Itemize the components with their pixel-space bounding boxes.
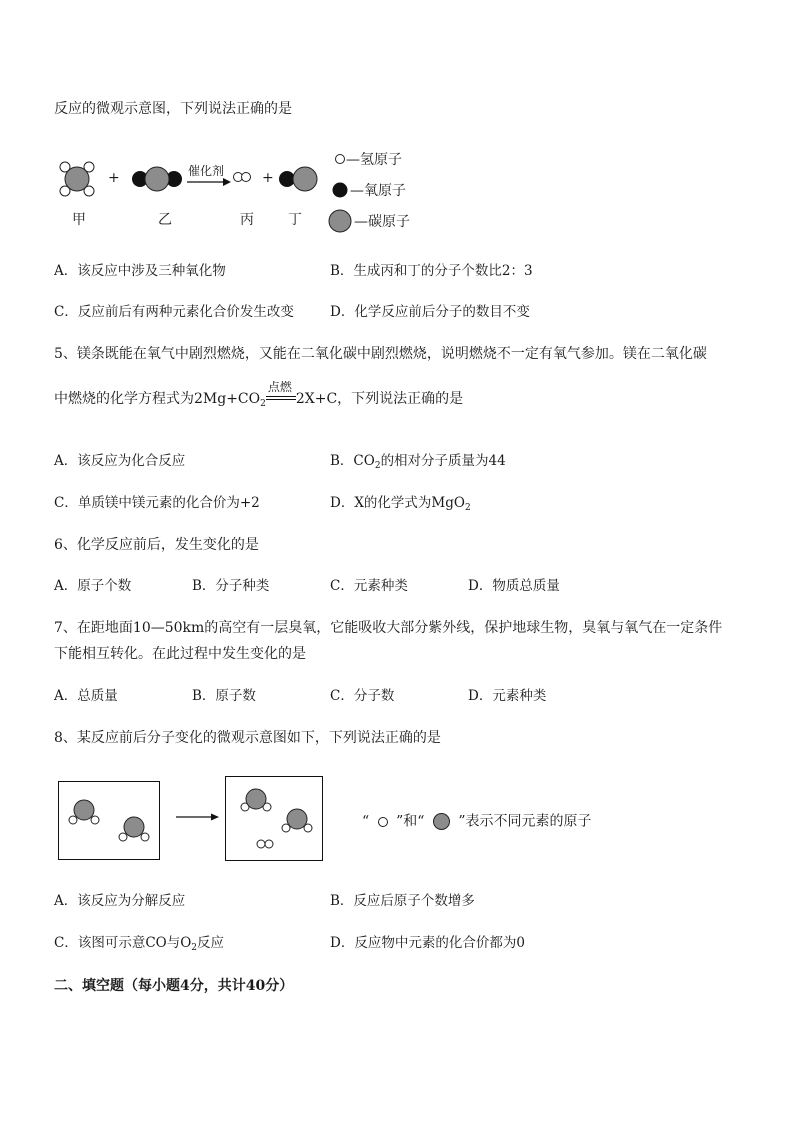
- q5-option-d: [330, 494, 471, 514]
- equals-line-top: [266, 396, 296, 397]
- equals-line-bottom: [266, 399, 296, 400]
- molecule-bing: [234, 173, 251, 182]
- q6-option-a: A．原子个数: [54, 578, 132, 594]
- q8-option-b: B．反应后原子个数增多: [330, 893, 475, 909]
- q4-option-d: D．化学反应前后分子的数目不变: [330, 304, 530, 320]
- q5-equation-arrow: [266, 380, 296, 408]
- q5-equation-sub: 2: [260, 399, 266, 409]
- q8-reaction-arrow: [176, 814, 219, 821]
- q4-option-a: A．该反应中涉及三种氧化物: [54, 263, 226, 279]
- q4-option-c: C．反应前后有两种元素化合价发生改变: [54, 304, 294, 320]
- label-bing: 丙: [240, 212, 254, 228]
- legend-carbon-text: —碳原子: [354, 214, 410, 230]
- q5-option-d-sub: 2: [464, 503, 471, 513]
- label-yi: 乙: [158, 212, 172, 228]
- q4-stem: 反应的微观示意图，下列说法正确的是: [54, 101, 292, 117]
- q7-option-d: D．元素种类: [468, 688, 547, 704]
- q5-option-c: C．单质镁中镁元素的化合价为+2: [54, 495, 260, 511]
- q8-legend-quote-open: “: [362, 813, 370, 830]
- q5-stem-line1: 5、镁条既能在氧气中剧烈燃烧，又能在二氧化碳中剧烈燃烧，说明燃烧不一定有氧气参加。镁在二氧化碳: [54, 346, 707, 362]
- q8-option-c-text: C．该图可示意CO与O: [54, 935, 192, 951]
- legend-oxygen-atom: [333, 183, 348, 198]
- q8-option-d: D．反应物中元素的化合价都为0: [330, 935, 525, 951]
- q5-option-b-sub: 2: [374, 461, 381, 471]
- section-2-title: 二、填空题（每小题4分，共计40分）: [54, 978, 294, 994]
- reaction-arrow: [187, 178, 231, 186]
- q8-reaction-diagram: [58, 776, 358, 866]
- molecule-jia: [60, 162, 94, 196]
- molecule-ding: [279, 167, 317, 191]
- q8-option-c-sub: 2: [191, 943, 198, 953]
- q5-stem-line2: [54, 380, 464, 410]
- q5-option-b-text: B．CO: [330, 453, 375, 469]
- q8-legend: [362, 813, 591, 830]
- q7-stem-line1: 7、在距地面10—50km的高空有一层臭氧，它能吸收大部分紫外线，保护地球生物，臭氧与氧气在一定条件: [54, 620, 723, 636]
- q8-option-c-rest: 反应: [197, 935, 225, 951]
- q5-option-a: A．该反应为化合反应: [54, 453, 186, 469]
- gray-atom-icon: [433, 813, 450, 830]
- q6-option-c: C．元素种类: [330, 578, 408, 594]
- plus-sign-2: +: [262, 170, 274, 186]
- plus-sign-1: +: [108, 170, 120, 186]
- q8-legend-text: ”表示不同元素的原子: [458, 813, 592, 830]
- q6-option-d: D．物质总质量: [468, 578, 560, 594]
- legend-hydrogen-atom: [336, 155, 345, 164]
- q7-stem-line2: 下能相互转化。在此过程中发生变化的是: [54, 646, 306, 662]
- q7-option-c: C．分子数: [330, 688, 395, 704]
- q5-condition: 点燃: [267, 380, 292, 394]
- q8-option-a: A．该反应为分解反应: [54, 893, 186, 909]
- q7-option-a: A．总质量: [54, 688, 118, 704]
- q8-stem: 8、某反应前后分子变化的微观示意图如下，下列说法正确的是: [54, 730, 441, 746]
- q7-option-b: B．原子数: [192, 688, 256, 704]
- label-jia: 甲: [72, 212, 86, 228]
- q8-option-c: [54, 934, 224, 954]
- legend-oxygen-text: —氧原子: [350, 183, 406, 199]
- molecule-yi: [132, 167, 182, 191]
- catalyst-label: 催化剂: [188, 164, 225, 178]
- q5-equation-left: 中燃烧的化学方程式为2Mg+CO: [54, 391, 261, 407]
- q5-equation-right: 2X+C，下列说法正确的是: [295, 391, 464, 407]
- after-box: [226, 777, 323, 861]
- legend-hydrogen-text: —氢原子: [346, 152, 402, 168]
- q8-legend-and: ”和“: [396, 813, 425, 830]
- q5-option-d-text: D．X的化学式为MgO: [330, 495, 465, 511]
- label-ding: 丁: [288, 212, 302, 228]
- q5-option-b: [330, 452, 506, 472]
- q6-option-b: B．分子种类: [192, 578, 270, 594]
- legend-carbon-atom: [329, 210, 351, 232]
- q4-option-b: B．生成丙和丁的分子个数比2：3: [330, 263, 533, 279]
- white-atom-icon: [378, 817, 388, 827]
- q6-stem: 6、化学反应前后，发生变化的是: [54, 537, 259, 553]
- q4-reaction-diagram: [55, 145, 385, 235]
- q5-option-b-rest: 的相对分子质量为44: [380, 453, 506, 469]
